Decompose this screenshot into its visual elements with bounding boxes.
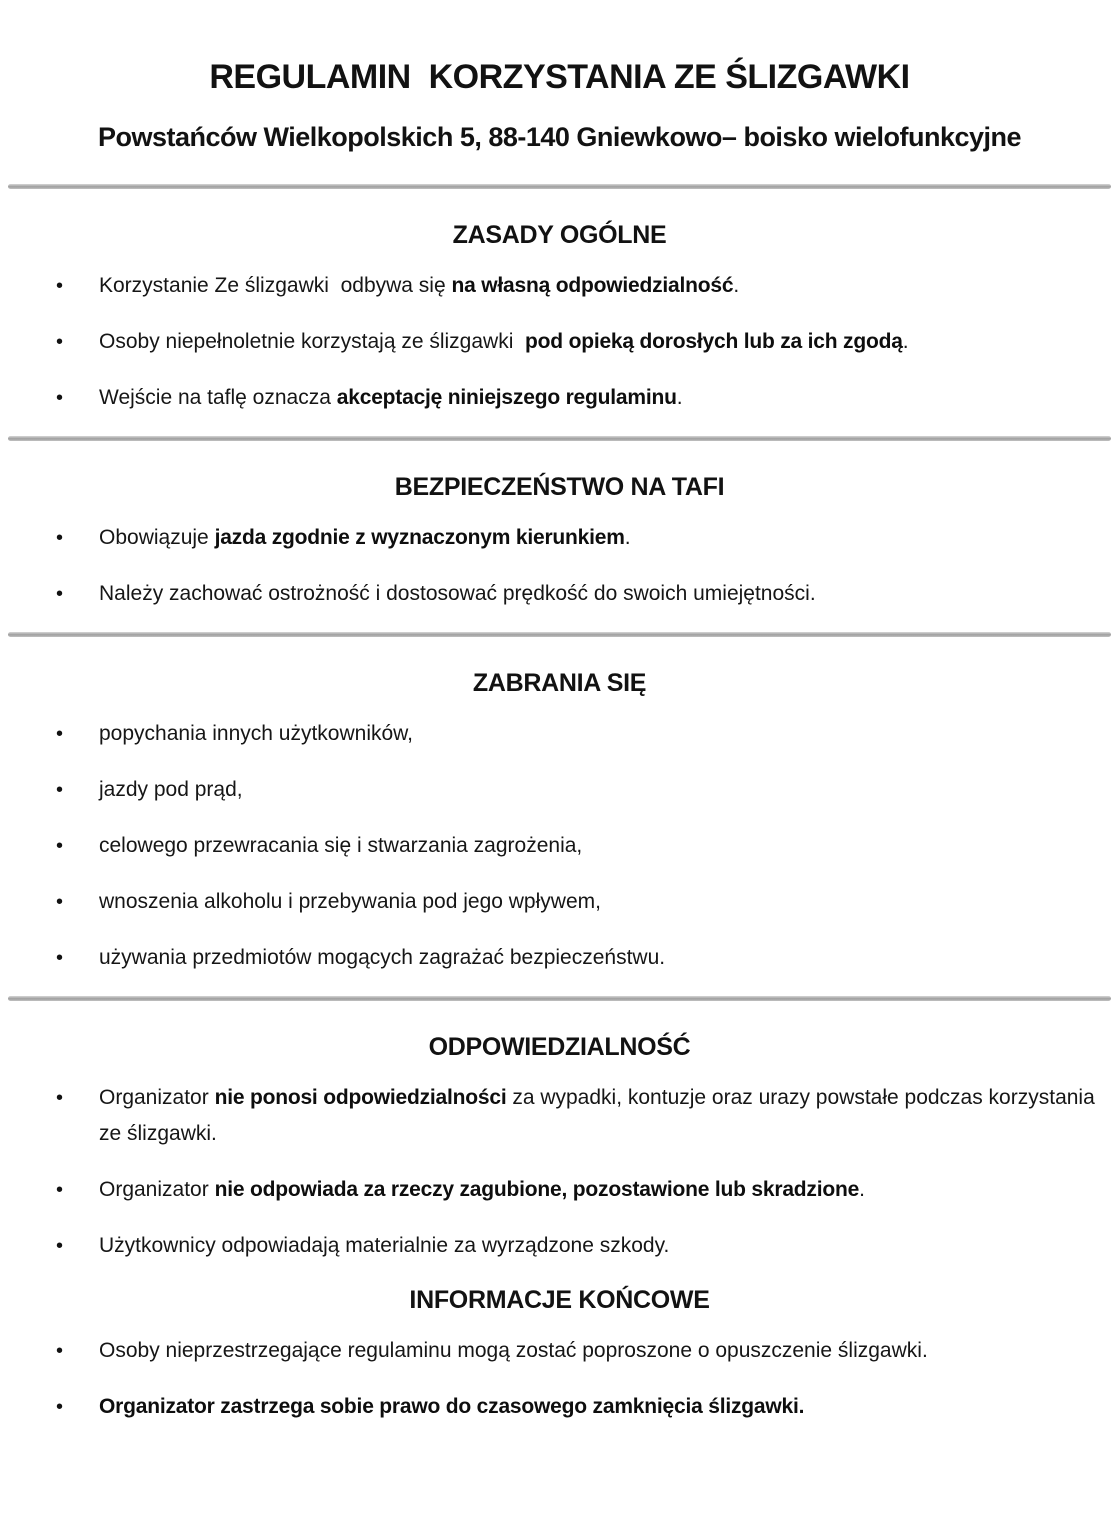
list-item <box>0 1389 1119 1425</box>
list-item-text: Korzystanie Ze ślizgawki odbywa się na własną odpowiedzialność. <box>99 274 740 297</box>
list-item-text: Organizator nie odpowiada za rzeczy zagubione, pozostawione lub skradzione. <box>99 1178 865 1201</box>
bullet-icon: • <box>56 275 64 297</box>
bullet-icon: • <box>56 1340 64 1362</box>
list-item-text: Organizator zastrzega sobie prawo do czasowego zamknięcia ślizgawki. <box>99 1395 805 1418</box>
list-item <box>0 940 1119 976</box>
bullet-icon: • <box>56 947 64 969</box>
section-heading: ZASADY OGÓLNE <box>452 221 667 249</box>
bullet-icon: • <box>56 891 64 913</box>
section-divider <box>8 184 1111 189</box>
bullet-icon: • <box>56 583 64 605</box>
bullet-icon: • <box>56 527 64 549</box>
section-heading: INFORMACJE KOŃCOWE <box>409 1286 710 1314</box>
list-item <box>0 1228 1119 1264</box>
bullet-icon: • <box>56 779 64 801</box>
list-item-text: Obowiązuje jazda zgodnie z wyznaczonym kierunkiem. <box>99 526 631 549</box>
sections <box>0 184 1119 1425</box>
list-item <box>0 520 1119 556</box>
list-item <box>0 576 1119 612</box>
bullet-list <box>0 716 1119 976</box>
list-item-text: celowego przewracania się i stwarzania zagrożenia, <box>99 834 583 857</box>
list-item-text: Użytkownicy odpowiadają materialnie za wyrządzone szkody. <box>99 1234 670 1257</box>
list-item <box>0 1172 1119 1208</box>
bullet-icon: • <box>56 1179 64 1201</box>
section-heading: ZABRANIA SIĘ <box>472 669 647 697</box>
list-item-text: Osoby niepełnoletnie korzystają ze ślizgawki pod opieką dorosłych lub za ich zgodą. <box>99 330 909 353</box>
list-item <box>0 1080 1119 1152</box>
bullet-icon: • <box>56 1396 64 1418</box>
document-header <box>0 57 1119 153</box>
section-heading: ODPOWIEDZIALNOŚĆ <box>428 1033 691 1061</box>
list-item-text: używania przedmiotów mogących zagrażać bezpieczeństwu. <box>99 946 666 969</box>
bullet-icon: • <box>56 723 64 745</box>
list-item-text: wnoszenia alkoholu i przebywania pod jego wpływem, <box>99 890 601 913</box>
section-heading: BEZPIECZEŃSTWO NA TAFI <box>394 473 725 501</box>
list-item <box>0 380 1119 416</box>
bullet-icon: • <box>56 1087 64 1109</box>
list-item <box>0 324 1119 360</box>
bullet-icon: • <box>56 835 64 857</box>
list-item <box>0 828 1119 864</box>
bullet-icon: • <box>56 1235 64 1257</box>
bullet-list <box>0 1333 1119 1425</box>
section-divider <box>8 436 1111 441</box>
list-item-text: popychania innych użytkowników, <box>99 722 414 745</box>
list-item-text: Należy zachować ostrożność i dostosować prędkość do swoich umiejętności. <box>99 582 816 605</box>
page-subtitle: Powstańców Wielkopolskich 5, 88-140 Gniewkowo– boisko wielofunkcyjne <box>97 122 1022 152</box>
list-item-text: Organizator nie ponosi odpowiedzialności za wypadki, kontuzje oraz urazy powstałe podczas korzystania ze ślizgawki. <box>99 1086 1101 1145</box>
list-item <box>0 1333 1119 1369</box>
bullet-icon: • <box>56 387 64 409</box>
list-item <box>0 772 1119 808</box>
section-divider <box>8 632 1111 637</box>
list-item-text: Wejście na taflę oznacza akceptację niniejszego regulaminu. <box>99 386 683 409</box>
list-item-text: jazdy pod prąd, <box>99 778 243 801</box>
bullet-list <box>0 520 1119 612</box>
list-item <box>0 884 1119 920</box>
bullet-list <box>0 268 1119 416</box>
bullet-icon: • <box>56 331 64 353</box>
list-item <box>0 716 1119 752</box>
bullet-list <box>0 1080 1119 1264</box>
section-divider <box>8 996 1111 1001</box>
page-title: REGULAMIN KORZYSTANIA ZE ŚLIZGAWKI <box>209 58 910 96</box>
list-item-text: Osoby nieprzestrzegające regulaminu mogą zostać poproszone o opuszczenie ślizgawki. <box>99 1339 928 1362</box>
list-item <box>0 268 1119 304</box>
